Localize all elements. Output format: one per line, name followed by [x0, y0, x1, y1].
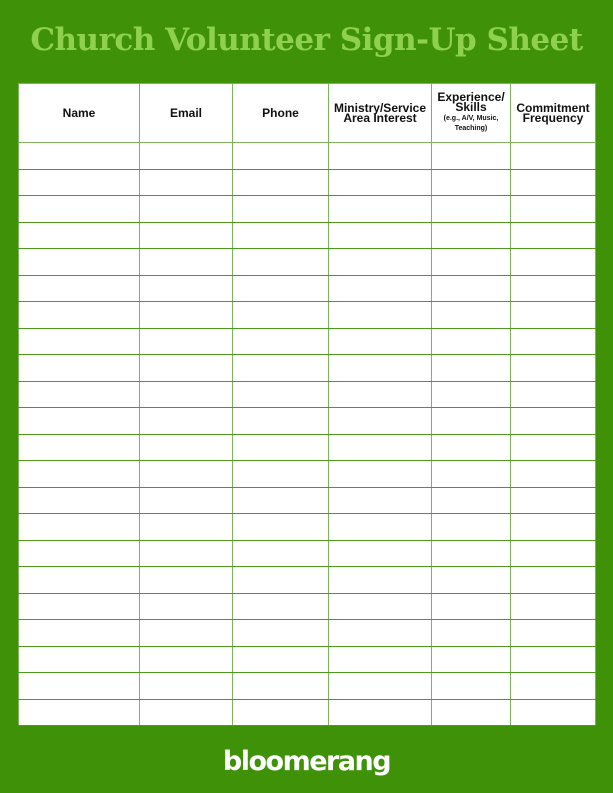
cell-commitment[interactable]: [511, 169, 596, 196]
volunteer-sign-up-table: [18, 83, 596, 726]
cell-email[interactable]: [140, 514, 233, 541]
cell-phone[interactable]: [233, 408, 329, 435]
column-header-phone: Phone: [233, 84, 329, 143]
cell-phone[interactable]: [233, 381, 329, 408]
cell-name[interactable]: [19, 275, 140, 302]
cell-phone[interactable]: [233, 487, 329, 514]
cell-phone[interactable]: [233, 143, 329, 170]
cell-email[interactable]: [140, 381, 233, 408]
cell-commitment[interactable]: [511, 328, 596, 355]
cell-ministry[interactable]: [329, 620, 432, 647]
cell-email[interactable]: [140, 196, 233, 223]
cell-name[interactable]: [19, 514, 140, 541]
table-row: [19, 196, 596, 223]
cell-ministry[interactable]: [329, 408, 432, 435]
cell-commitment[interactable]: [511, 408, 596, 435]
cell-name[interactable]: [19, 461, 140, 488]
cell-phone[interactable]: [233, 461, 329, 488]
cell-ministry[interactable]: [329, 196, 432, 223]
cell-experience[interactable]: [432, 302, 511, 329]
column-header-ministry: Ministry/Service Area Interest: [329, 84, 432, 143]
cell-email[interactable]: [140, 169, 233, 196]
cell-phone[interactable]: [233, 567, 329, 594]
table-row: [19, 620, 596, 647]
cell-email[interactable]: [140, 461, 233, 488]
cell-experience[interactable]: [432, 514, 511, 541]
cell-name[interactable]: [19, 567, 140, 594]
cell-email[interactable]: [140, 143, 233, 170]
cell-commitment[interactable]: [511, 699, 596, 726]
cell-ministry[interactable]: [329, 275, 432, 302]
table-row: [19, 249, 596, 276]
column-header-commitment: Commitment Frequency: [511, 84, 596, 143]
cell-phone[interactable]: [233, 275, 329, 302]
cell-experience[interactable]: [432, 249, 511, 276]
cell-commitment[interactable]: [511, 620, 596, 647]
cell-experience[interactable]: [432, 567, 511, 594]
cell-commitment[interactable]: [511, 593, 596, 620]
table-row: [19, 408, 596, 435]
cell-name[interactable]: [19, 302, 140, 329]
cell-name[interactable]: [19, 143, 140, 170]
cell-phone[interactable]: [233, 196, 329, 223]
cell-email[interactable]: [140, 673, 233, 700]
table-row: [19, 381, 596, 408]
cell-ministry[interactable]: [329, 355, 432, 382]
cell-experience[interactable]: [432, 222, 511, 249]
cell-ministry[interactable]: [329, 434, 432, 461]
cell-email[interactable]: [140, 593, 233, 620]
cell-experience[interactable]: [432, 381, 511, 408]
cell-email[interactable]: [140, 540, 233, 567]
cell-name[interactable]: [19, 196, 140, 223]
cell-commitment[interactable]: [511, 540, 596, 567]
cell-name[interactable]: [19, 593, 140, 620]
cell-email[interactable]: [140, 646, 233, 673]
table-row: [19, 355, 596, 382]
cell-commitment[interactable]: [511, 222, 596, 249]
cell-email[interactable]: [140, 355, 233, 382]
cell-email[interactable]: [140, 275, 233, 302]
cell-experience[interactable]: [432, 408, 511, 435]
cell-name[interactable]: [19, 646, 140, 673]
cell-name[interactable]: [19, 222, 140, 249]
cell-phone[interactable]: [233, 699, 329, 726]
cell-experience[interactable]: [432, 673, 511, 700]
cell-phone[interactable]: [233, 222, 329, 249]
cell-experience[interactable]: [432, 593, 511, 620]
table-row: [19, 328, 596, 355]
cell-email[interactable]: [140, 434, 233, 461]
cell-phone[interactable]: [233, 593, 329, 620]
cell-ministry[interactable]: [329, 593, 432, 620]
cell-name[interactable]: [19, 381, 140, 408]
cell-ministry[interactable]: [329, 143, 432, 170]
cell-experience[interactable]: [432, 434, 511, 461]
cell-ministry[interactable]: [329, 302, 432, 329]
cell-phone[interactable]: [233, 355, 329, 382]
cell-commitment[interactable]: [511, 355, 596, 382]
cell-name[interactable]: [19, 249, 140, 276]
cell-email[interactable]: [140, 487, 233, 514]
experience-label: Experience/ Skills: [437, 90, 505, 114]
cell-ministry[interactable]: [329, 646, 432, 673]
cell-phone[interactable]: [233, 249, 329, 276]
cell-experience[interactable]: [432, 540, 511, 567]
cell-ministry[interactable]: [329, 169, 432, 196]
table-row: [19, 169, 596, 196]
table-row: [19, 540, 596, 567]
header-row: [19, 84, 596, 143]
cell-phone[interactable]: [233, 620, 329, 647]
cell-commitment[interactable]: [511, 249, 596, 276]
cell-experience[interactable]: [432, 275, 511, 302]
cell-phone[interactable]: [233, 514, 329, 541]
table-row: [19, 487, 596, 514]
cell-commitment[interactable]: [511, 434, 596, 461]
cell-experience[interactable]: [432, 143, 511, 170]
cell-email[interactable]: [140, 408, 233, 435]
experience-sublabel: (e.g., A/V, Music, Teaching): [443, 115, 499, 132]
cell-ministry[interactable]: [329, 381, 432, 408]
table-row: [19, 673, 596, 700]
cell-experience[interactable]: [432, 487, 511, 514]
table-row: [19, 302, 596, 329]
cell-experience[interactable]: [432, 699, 511, 726]
cell-experience[interactable]: [432, 461, 511, 488]
table-row: [19, 699, 596, 726]
cell-ministry[interactable]: [329, 461, 432, 488]
cell-experience[interactable]: [432, 196, 511, 223]
table-row: [19, 646, 596, 673]
cell-phone[interactable]: [233, 302, 329, 329]
cell-email[interactable]: [140, 620, 233, 647]
table-row: [19, 567, 596, 594]
cell-name[interactable]: [19, 408, 140, 435]
cell-commitment[interactable]: [511, 275, 596, 302]
cell-experience[interactable]: [432, 169, 511, 196]
cell-experience[interactable]: [432, 646, 511, 673]
cell-commitment[interactable]: [511, 302, 596, 329]
cell-phone[interactable]: [233, 540, 329, 567]
table-row: [19, 593, 596, 620]
cell-name[interactable]: [19, 540, 140, 567]
cell-name[interactable]: [19, 355, 140, 382]
cell-phone[interactable]: [233, 328, 329, 355]
cell-phone[interactable]: [233, 169, 329, 196]
cell-commitment[interactable]: [511, 143, 596, 170]
table-row: [19, 461, 596, 488]
table-row: [19, 143, 596, 170]
cell-ministry[interactable]: [329, 249, 432, 276]
cell-name[interactable]: [19, 673, 140, 700]
cell-experience[interactable]: [432, 355, 511, 382]
cell-commitment[interactable]: [511, 487, 596, 514]
cell-phone[interactable]: [233, 434, 329, 461]
cell-email[interactable]: [140, 302, 233, 329]
cell-name[interactable]: [19, 620, 140, 647]
cell-experience[interactable]: [432, 620, 511, 647]
cell-ministry[interactable]: [329, 567, 432, 594]
table-row: [19, 514, 596, 541]
cell-commitment[interactable]: [511, 514, 596, 541]
cell-name[interactable]: [19, 487, 140, 514]
cell-ministry[interactable]: [329, 540, 432, 567]
cell-commitment[interactable]: [511, 461, 596, 488]
cell-name[interactable]: [19, 699, 140, 726]
bloomerang-logo: bloomerang: [222, 746, 391, 777]
cell-phone[interactable]: [233, 673, 329, 700]
cell-email[interactable]: [140, 222, 233, 249]
table-row: [19, 275, 596, 302]
cell-email[interactable]: [140, 567, 233, 594]
cell-ministry[interactable]: [329, 514, 432, 541]
cell-ministry[interactable]: [329, 699, 432, 726]
page-title: Church Volunteer Sign-Up Sheet: [30, 22, 583, 58]
cell-email[interactable]: [140, 699, 233, 726]
cell-email[interactable]: [140, 328, 233, 355]
cell-ministry[interactable]: [329, 487, 432, 514]
cell-ministry[interactable]: [329, 673, 432, 700]
column-header-experience: [432, 84, 511, 143]
cell-commitment[interactable]: [511, 673, 596, 700]
cell-ministry[interactable]: [329, 328, 432, 355]
cell-experience[interactable]: [432, 328, 511, 355]
cell-email[interactable]: [140, 249, 233, 276]
table-row: [19, 434, 596, 461]
cell-name[interactable]: [19, 169, 140, 196]
column-header-email: Email: [140, 84, 233, 143]
cell-phone[interactable]: [233, 646, 329, 673]
column-header-name: Name: [19, 84, 140, 143]
cell-commitment[interactable]: [511, 196, 596, 223]
cell-name[interactable]: [19, 328, 140, 355]
table-row: [19, 222, 596, 249]
cell-commitment[interactable]: [511, 381, 596, 408]
cell-commitment[interactable]: [511, 567, 596, 594]
cell-name[interactable]: [19, 434, 140, 461]
cell-ministry[interactable]: [329, 222, 432, 249]
cell-commitment[interactable]: [511, 646, 596, 673]
